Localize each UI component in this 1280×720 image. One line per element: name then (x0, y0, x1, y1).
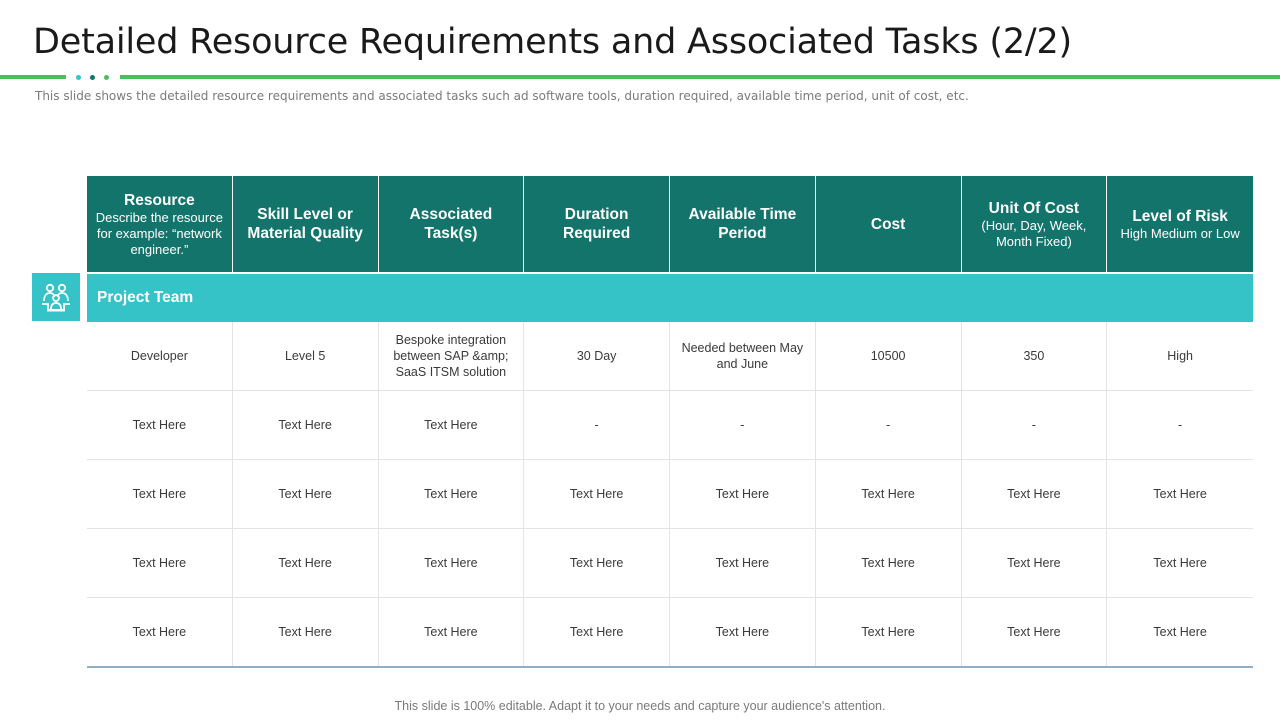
header-cost: Cost (816, 176, 962, 272)
header-unit-of-cost: Unit Of Cost (Hour, Day, Week, Month Fixed) (962, 176, 1108, 272)
table-cell: - (1178, 418, 1183, 432)
resource-table (87, 176, 1253, 668)
table-cell: Text Here (816, 460, 962, 528)
dot-1 (76, 75, 81, 80)
table-cell: Text Here (233, 529, 379, 597)
footer-note: This slide is 100% editable. Adapt it to your needs and capture your audience's attention. (394, 699, 886, 713)
dot-3 (104, 75, 109, 80)
table-cell: Text Here (1153, 625, 1207, 639)
table-cell: Text Here (524, 460, 670, 528)
table-cell: Needed between May and June (670, 322, 816, 390)
header-resource: Resource Describe the resource for example: “network engineer.” (87, 176, 233, 272)
table-cell: Text Here (87, 598, 233, 666)
table-cell: Text Here (233, 598, 379, 666)
table-header (87, 176, 1253, 272)
table-row (87, 460, 1253, 529)
table-cell: - (524, 391, 670, 459)
table-cell: Bespoke integration between SAP &amp; SaaS ITSM solution (379, 322, 525, 390)
table-cell: 30 Day (524, 322, 670, 390)
table-cell: Text Here (379, 529, 525, 597)
table-row (87, 322, 1253, 391)
title-dots (66, 71, 120, 83)
table-cell: Text Here (379, 598, 525, 666)
table-row (87, 391, 1253, 460)
table-cell: 10500 (816, 322, 962, 390)
header-time-period: Available Time Period (670, 176, 816, 272)
table-cell: Text Here (1153, 487, 1207, 501)
header-skill-level: Skill Level or Material Quality (233, 176, 379, 272)
table-cell: Text Here (670, 598, 816, 666)
table-cell: Text Here (962, 460, 1108, 528)
table-cell: High (1167, 349, 1193, 363)
table-cell: 350 (962, 322, 1108, 390)
page-title: Detailed Resource Requirements and Associated Tasks (2/2) (33, 22, 1073, 62)
table-row (87, 529, 1253, 598)
table-cell: Text Here (233, 391, 379, 459)
table-body (87, 322, 1253, 668)
table-cell: Text Here (379, 391, 525, 459)
table-cell: Developer (87, 322, 233, 390)
table-cell: Text Here (816, 598, 962, 666)
table-cell: Text Here (87, 391, 233, 459)
page-subtitle: This slide shows the detailed resource requirements and associated tasks such ad software tools, duration required, available time period, unit of cost, etc. (35, 89, 969, 103)
table-cell: Text Here (379, 460, 525, 528)
header-associated-tasks: Associated Task(s) (379, 176, 525, 272)
title-underline (0, 75, 1280, 79)
table-row (87, 598, 1253, 668)
table-cell: Text Here (670, 460, 816, 528)
table-cell: - (670, 391, 816, 459)
team-meeting-icon (32, 273, 80, 321)
table-cell: Text Here (816, 529, 962, 597)
header-duration: Duration Required (524, 176, 670, 272)
table-cell: Text Here (87, 460, 233, 528)
dot-2 (90, 75, 95, 80)
table-cell: Text Here (524, 529, 670, 597)
table-cell: Text Here (670, 529, 816, 597)
table-cell: - (816, 391, 962, 459)
table-cell: Text Here (962, 529, 1108, 597)
section-project-team: Project Team (87, 274, 1253, 322)
header-level-of-risk: Level of Risk High Medium or Low (1107, 176, 1253, 272)
table-cell: Text Here (233, 460, 379, 528)
table-cell: Level 5 (233, 322, 379, 390)
table-cell: Text Here (524, 598, 670, 666)
table-cell: Text Here (962, 598, 1108, 666)
table-cell: Text Here (87, 529, 233, 597)
table-cell: - (962, 391, 1108, 459)
table-cell: Text Here (1153, 556, 1207, 570)
